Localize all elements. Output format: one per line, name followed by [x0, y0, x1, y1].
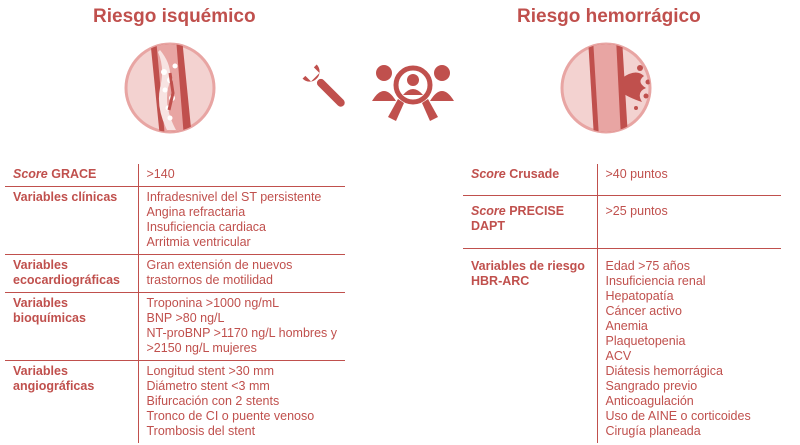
- table-row: [5, 293, 345, 361]
- table-row: [5, 361, 345, 444]
- row-label: Variables ecocardiográficas: [13, 258, 120, 287]
- row-label: Score PRECISE DAPT: [471, 204, 565, 233]
- row-label: Variables bioquímicas: [13, 296, 86, 325]
- row-values: >25 puntos: [597, 196, 781, 249]
- row-values: >40 puntos: [597, 164, 781, 196]
- group-search-icon: [370, 55, 456, 125]
- row-values: Longitud stent >30 mm Diámetro stent <3 mm Bifurcación con 2 stents Tronco de CI o puente venoso Trombosis del stent: [138, 361, 345, 444]
- row-values: Gran extensión de nuevos trastornos de motilidad: [138, 255, 345, 293]
- row-label: Variables de riesgo HBR-ARC: [471, 259, 585, 288]
- table-row: [5, 164, 345, 187]
- table-row: [5, 255, 345, 293]
- row-label: Score Crusade: [471, 167, 560, 181]
- hemorrhagic-risk-title: Riesgo hemorrágico: [517, 6, 701, 27]
- row-values: Infradesnivel del ST persistente Angina refractaria Insuficiencia cardiaca Arritmia ventricular: [138, 187, 345, 255]
- ischemic-risk-title: Riesgo isquémico: [93, 6, 256, 27]
- row-values: Troponina >1000 ng/mL BNP >80 ng/L NT-proBNP >1170 ng/L hombres y >2150 ng/L mujeres: [138, 293, 345, 361]
- row-values: Edad >75 años Insuficiencia renal Hepatopatía Cáncer activo Anemia Plaquetopenia ACV Diátesis hemorrágica Sangrado previo Anticoagulación Uso de AINE o corticoides Cirugía planeada: [597, 249, 781, 444]
- row-label: Variables clínicas: [13, 190, 118, 204]
- bleeding-artery-icon: [556, 38, 656, 138]
- wrench-icon: [298, 60, 358, 120]
- plaque-artery-icon: [120, 38, 220, 138]
- row-label: Score GRACE: [13, 167, 97, 181]
- table-row: [463, 164, 781, 196]
- table-row: [463, 249, 781, 444]
- hemorrhagic-risk-table: [463, 164, 781, 443]
- ischemic-risk-table: [5, 164, 345, 443]
- table-row: [463, 196, 781, 249]
- row-values: >140: [138, 164, 345, 187]
- table-row: [5, 187, 345, 255]
- row-label: Variables angiográficas: [13, 364, 95, 393]
